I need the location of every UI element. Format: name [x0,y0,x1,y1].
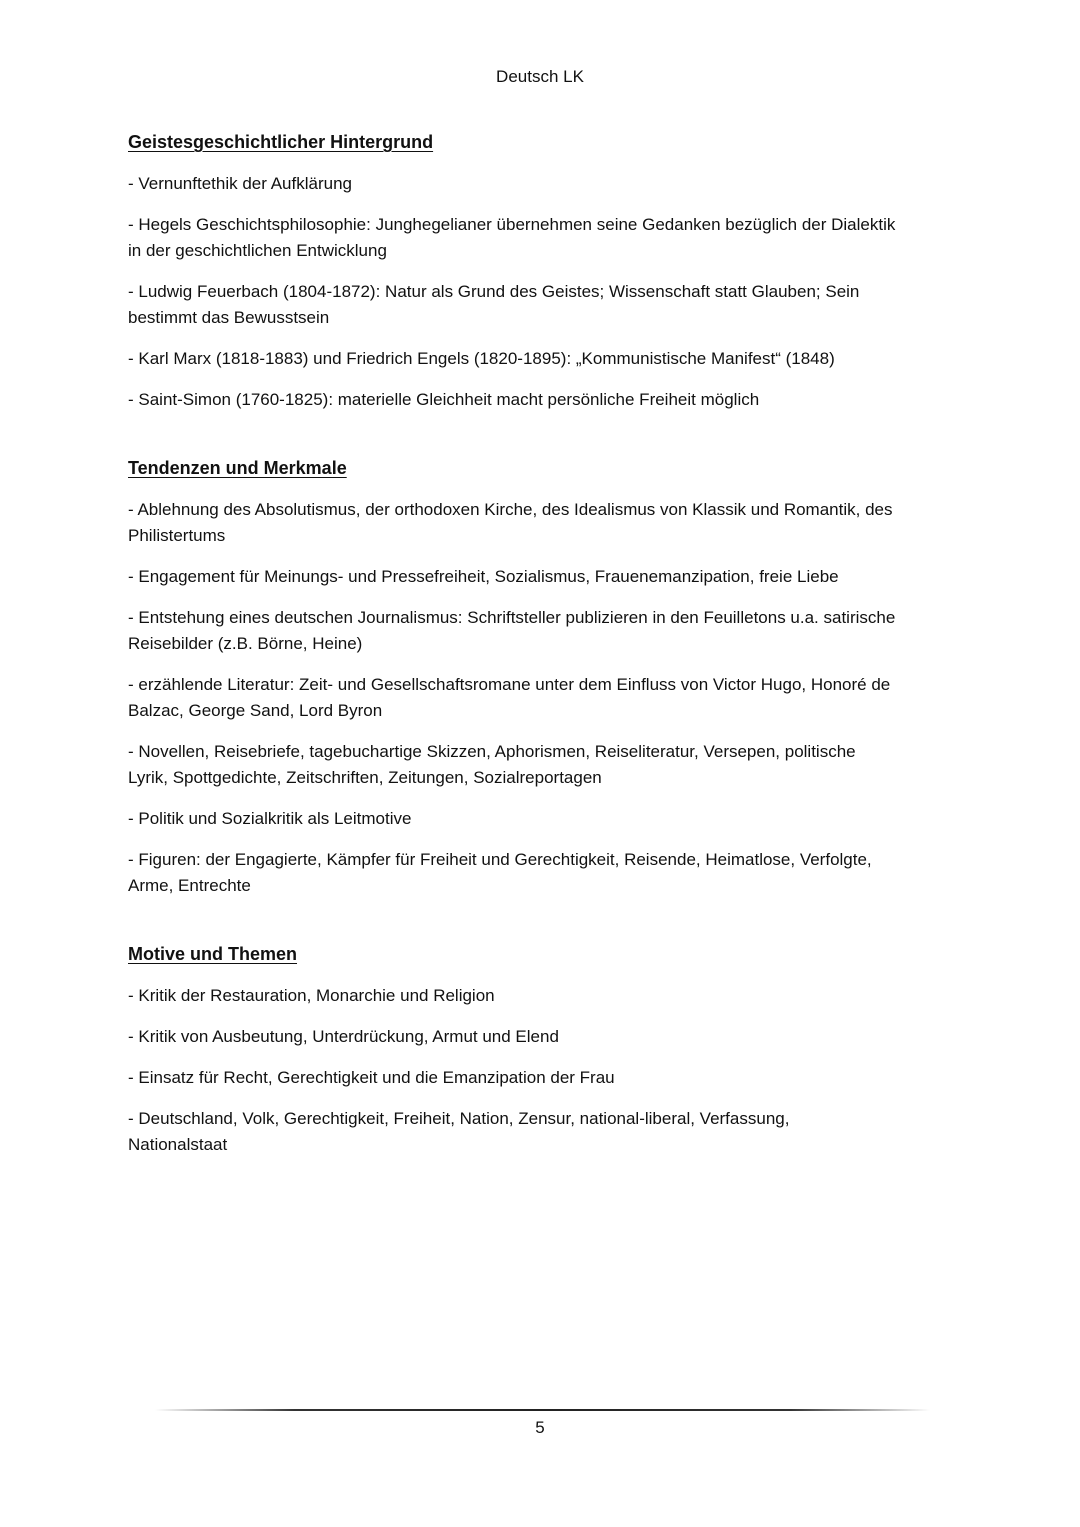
bullet-item [128,605,988,657]
bullet-item [128,1024,988,1050]
bullet-item-line: - Figuren: der Engagierte, Kämpfer für Freiheit und Gerechtigkeit, Reisende, Heimatlose, Verfolgte, [128,850,872,869]
bullet-item [128,279,988,331]
bullet-item [128,171,988,197]
bullet-item-line: - Hegels Geschichtsphilosophie: Junghegelianer übernehmen seine Gedanken bezüglich der Dialektik [128,215,896,234]
section-heading: Motive und Themen [128,944,298,964]
page-header: Deutsch LK [496,67,584,86]
bullet-item [128,212,988,264]
bullet-item [128,1065,988,1091]
bullet-item [128,847,988,899]
bullet-item [128,564,988,590]
bullet-item-line: Nationalstaat [128,1135,228,1154]
bullet-item-line: bestimmt das Bewusstsein [128,308,330,327]
bullet-item [128,497,988,549]
section-heading: Geistesgeschichtlicher Hintergrund [128,132,434,152]
bullet-item-line: - erzählende Literatur: Zeit- und Gesellschaftsromane unter dem Einfluss von Victor Hugo, Honoré de [128,675,891,694]
bullet-item [128,983,988,1009]
section-heading: Tendenzen und Merkmale [128,458,347,478]
bullet-item-line: Arme, Entrechte [128,876,251,895]
section [128,455,988,899]
bullet-item-line: Lyrik, Spottgedichte, Zeitschriften, Zeitungen, Sozialreportagen [128,768,602,787]
section [128,129,988,413]
bullet-item [128,1106,988,1158]
bullet-item-line: in der geschichtlichen Entwicklung [128,241,387,260]
bullet-item [128,387,988,413]
bullet-item-line: - Kritik der Restauration, Monarchie und Religion [128,986,495,1005]
footer-divider [155,1409,930,1411]
bullet-item-line: - Engagement für Meinungs- und Pressefreiheit, Sozialismus, Frauenemanzipation, freie Liebe [128,567,839,586]
bullet-item-line: - Einsatz für Recht, Gerechtigkeit und die Emanzipation der Frau [128,1068,615,1087]
bullet-item-line: Philistertums [128,526,226,545]
bullet-item-line: Reisebilder (z.B. Börne, Heine) [128,634,363,653]
bullet-item [128,806,988,832]
bullet-item-line: - Kritik von Ausbeutung, Unterdrückung, Armut und Elend [128,1027,559,1046]
bullet-item-line: - Vernunftethik der Aufklärung [128,174,352,193]
section [128,941,988,1158]
page-number: 5 [535,1418,545,1437]
bullet-item-line: - Politik und Sozialkritik als Leitmotive [128,809,412,828]
document-body [128,129,988,1200]
bullet-item [128,672,988,724]
bullet-item-line: - Saint-Simon (1760-1825): materielle Gleichheit macht persönliche Freiheit möglich [128,390,760,409]
bullet-item [128,346,988,372]
bullet-item-line: - Novellen, Reisebriefe, tagebuchartige Skizzen, Aphorismen, Reiseliteratur, Versepen, politische [128,742,856,761]
bullet-item-line: - Deutschland, Volk, Gerechtigkeit, Freiheit, Nation, Zensur, national-liberal, Verfassung, [128,1109,790,1128]
bullet-item-line: - Ablehnung des Absolutismus, der orthodoxen Kirche, des Idealismus von Klassik und Romantik, des [128,500,893,519]
bullet-item-line: - Entstehung eines deutschen Journalismus: Schriftsteller publizieren in den Feuilletons u.a. satirische [128,608,896,627]
bullet-item-line: - Ludwig Feuerbach (1804-1872): Natur als Grund des Geistes; Wissenschaft statt Glauben; Sein [128,282,860,301]
bullet-item-line: - Karl Marx (1818-1883) und Friedrich Engels (1820-1895): „Kommunistische Manifest“ (1848) [128,349,835,368]
bullet-item-line: Balzac, George Sand, Lord Byron [128,701,383,720]
bullet-item [128,739,988,791]
